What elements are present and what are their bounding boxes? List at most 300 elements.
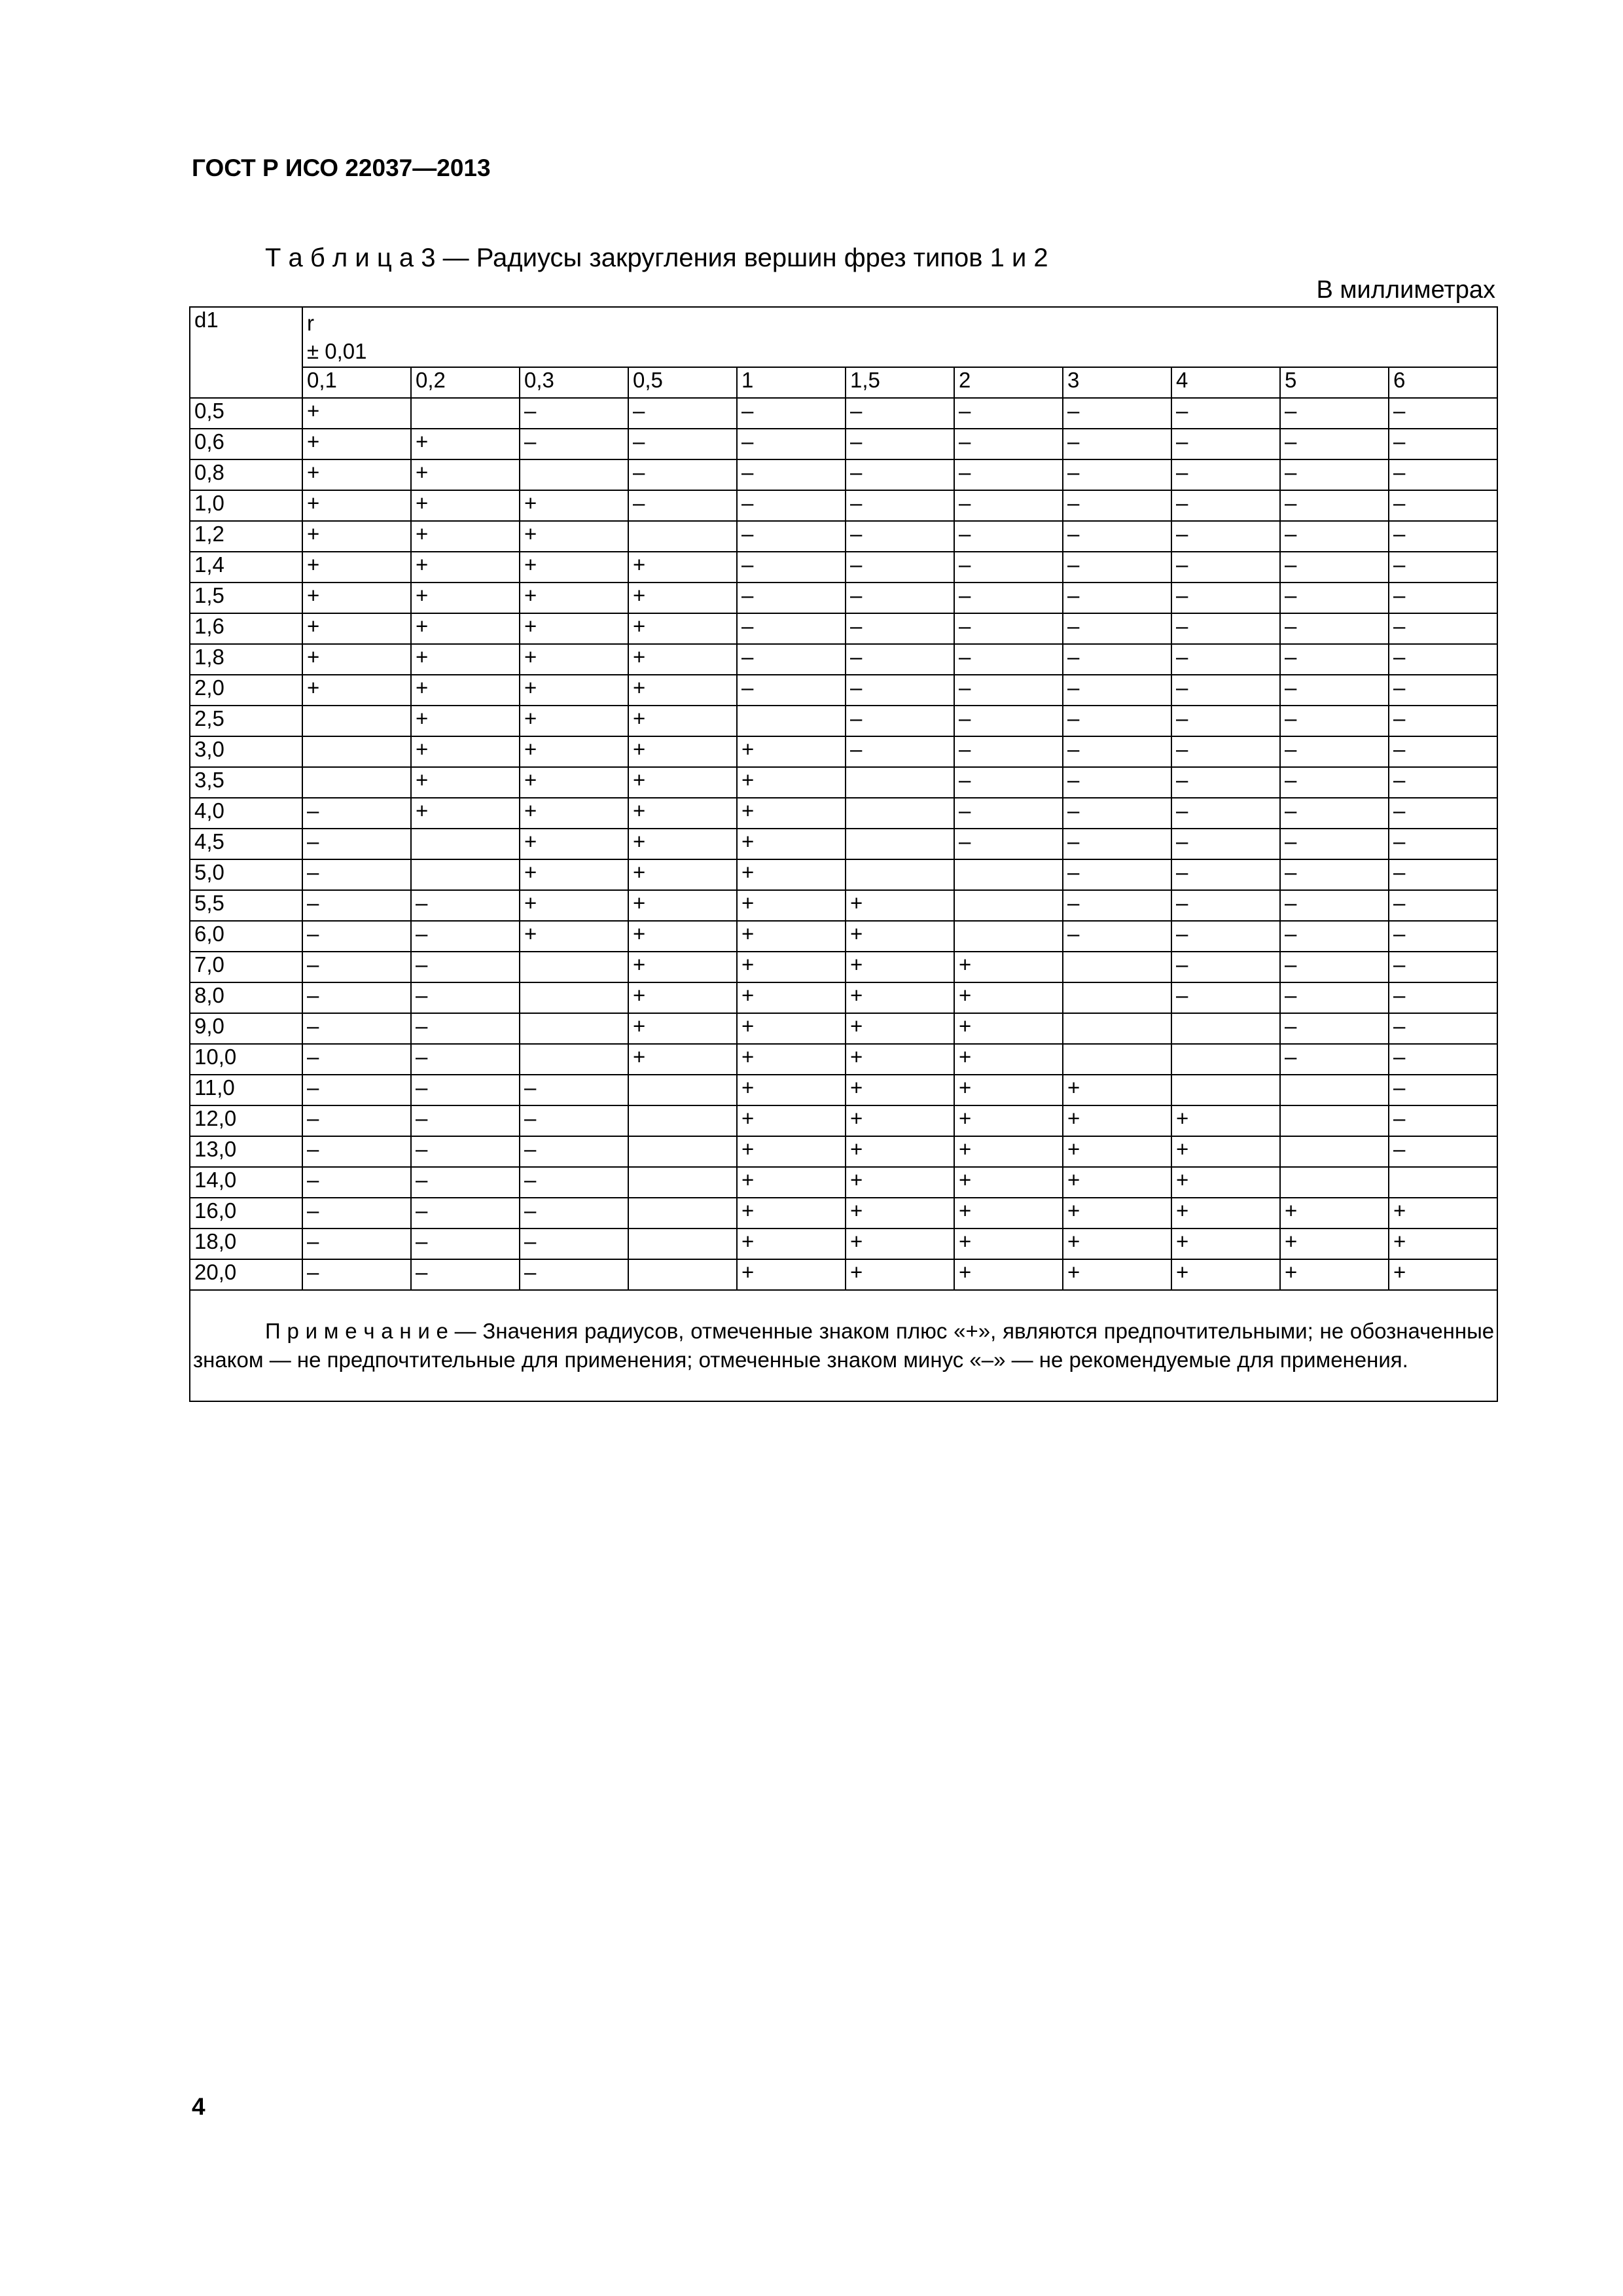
table-cell: – [1389,521,1497,552]
column-header: 0,2 [411,367,520,398]
row-d1-value: 1,2 [190,521,302,552]
table-cell: + [411,675,520,706]
row-d1-value: 1,5 [190,583,302,613]
row-d1-value: 14,0 [190,1167,302,1198]
table-cell [1171,1075,1280,1105]
table-cell: – [954,521,1063,552]
table-cell [954,859,1063,890]
table-cell: – [411,921,520,952]
row-d1-value: 0,6 [190,429,302,459]
table-cell [846,829,954,859]
table-row [190,952,1497,982]
table-cell: – [1171,798,1280,829]
document-header: ГОСТ Р ИСО 22037—2013 [192,154,491,181]
table-cell: – [1280,459,1389,490]
table-cell: – [302,1013,411,1044]
table-cell: – [1063,521,1171,552]
table-cell: – [411,1105,520,1136]
table-caption: Т а б л и ц а 3 — Радиусы закругления вершин фрез типов 1 и 2 [265,243,1048,272]
table-cell: + [1063,1229,1171,1259]
table-cell: + [737,1259,846,1290]
table-cell: + [737,890,846,921]
table-cell: – [1063,706,1171,736]
table-cell: – [1389,982,1497,1013]
table-cell: – [1063,644,1171,675]
table-cell: – [846,398,954,429]
row-d1-value: 0,5 [190,398,302,429]
table-cell: + [846,1136,954,1167]
table-cell: – [1063,398,1171,429]
table-row [190,706,1497,736]
table-cell: – [1063,921,1171,952]
table-cell: + [737,1075,846,1105]
table-cell: – [520,1136,628,1167]
table-cell [1063,982,1171,1013]
table-cell: + [411,429,520,459]
table-cell: – [954,798,1063,829]
table-cell: – [1171,583,1280,613]
table-cell: – [302,1075,411,1105]
table-cell [520,982,628,1013]
table-cell [846,798,954,829]
table-cell: – [737,552,846,583]
table-cell: – [1171,921,1280,952]
table-cell: – [1280,982,1389,1013]
table-cell: – [1063,429,1171,459]
table-cell: – [1389,952,1497,982]
table-cell: – [954,736,1063,767]
table-cell: – [1389,1075,1497,1105]
table-cell [411,859,520,890]
table-cell: – [302,1198,411,1229]
table-cell: – [1171,675,1280,706]
table-cell: – [737,675,846,706]
table-cell: + [411,736,520,767]
table-cell: – [411,890,520,921]
table-cell: – [1171,829,1280,859]
row-d1-value: 1,6 [190,613,302,644]
table-row [190,1044,1497,1075]
column-header: 0,1 [302,367,411,398]
table-cell: + [628,583,737,613]
table-cell: – [954,398,1063,429]
table-cell [954,890,1063,921]
table-cell: – [302,982,411,1013]
table-cell: – [1171,429,1280,459]
table-cell: + [1389,1259,1497,1290]
table-cell: – [1389,613,1497,644]
table-cell: – [846,583,954,613]
table-cell: + [846,1044,954,1075]
table-cell: + [520,706,628,736]
table-cell: – [1171,859,1280,890]
table-cell: – [737,583,846,613]
table-cell: + [520,829,628,859]
table-cell: – [520,1229,628,1259]
table-cell: – [846,706,954,736]
table-cell: – [737,398,846,429]
table-cell: + [520,675,628,706]
table-cell: + [628,675,737,706]
units-label: В миллиметрах [1316,276,1495,304]
table-cell: – [737,613,846,644]
table-cell: – [1171,952,1280,982]
table-cell: + [954,1013,1063,1044]
table-cell: – [1389,767,1497,798]
table-cell: – [1280,552,1389,583]
table-cell: – [520,429,628,459]
table-cell: – [846,552,954,583]
table-cell [302,736,411,767]
table-cell: + [628,644,737,675]
table-cell: + [846,952,954,982]
header-r [302,307,1497,367]
table-cell: – [1063,829,1171,859]
table-cell [520,1044,628,1075]
table-cell: – [1171,552,1280,583]
table-cell: – [628,490,737,521]
table-cell: + [302,613,411,644]
note-prefix: П р и м е ч а н и е [265,1319,448,1343]
table-cell: – [1171,767,1280,798]
table-cell: – [1280,1044,1389,1075]
table-row [190,890,1497,921]
table-cell [1389,1167,1497,1198]
table-row [190,429,1497,459]
table-cell: – [737,459,846,490]
table-cell: + [737,1136,846,1167]
column-header: 1 [737,367,846,398]
row-d1-value: 5,5 [190,890,302,921]
table-cell: + [954,1259,1063,1290]
row-d1-value: 3,5 [190,767,302,798]
table-cell: – [737,490,846,521]
table-cell: + [954,982,1063,1013]
table-cell: – [1063,675,1171,706]
table-cell: – [1171,736,1280,767]
table-row [190,767,1497,798]
table-row [190,398,1497,429]
column-header-row [190,367,1497,398]
table-cell: – [1280,736,1389,767]
table-cell: + [520,644,628,675]
table-cell [520,459,628,490]
column-header: 5 [1280,367,1389,398]
table-cell: – [1280,890,1389,921]
table-cell: + [520,490,628,521]
table-cell: – [954,490,1063,521]
column-header: 6 [1389,367,1497,398]
table-cell: – [520,1075,628,1105]
table-cell [846,767,954,798]
column-header: 2 [954,367,1063,398]
table-cell: – [954,459,1063,490]
table-cell: – [520,1105,628,1136]
table-cell: + [520,583,628,613]
table-cell: – [302,1105,411,1136]
table-cell: – [1280,429,1389,459]
table-cell: – [1389,1044,1497,1075]
table-cell: + [1171,1229,1280,1259]
table-cell: + [1171,1136,1280,1167]
table-cell [628,1229,737,1259]
table-cell: – [1389,490,1497,521]
table-cell [628,1167,737,1198]
page-number: 4 [192,2093,205,2120]
table-cell: – [1063,552,1171,583]
table-row [190,798,1497,829]
row-d1-value: 1,0 [190,490,302,521]
table-cell: + [737,1198,846,1229]
table-cell: + [737,982,846,1013]
table-cell: – [1063,890,1171,921]
column-header: 3 [1063,367,1171,398]
table-cell: – [1063,490,1171,521]
table-cell: – [628,459,737,490]
table-row [190,1198,1497,1229]
row-d1-value: 2,5 [190,706,302,736]
table-cell: + [302,459,411,490]
row-d1-value: 4,0 [190,798,302,829]
table-cell: + [737,767,846,798]
note-text: — Значения радиусов, отмеченные знаком плюс «+», являются предпочтительными; не обозначенные знаком — не предпочтительные для применения; отмеченные знаком минус «–» — не рекомендуемые для применения. [193,1319,1495,1372]
row-d1-value: 20,0 [190,1259,302,1290]
table-cell: – [1280,398,1389,429]
table-cell: – [411,952,520,982]
table-cell: – [1280,859,1389,890]
table-cell: + [1171,1198,1280,1229]
table-cell: – [954,429,1063,459]
table-cell: – [846,490,954,521]
table-cell: + [411,706,520,736]
table-cell: – [302,1167,411,1198]
row-d1-value: 7,0 [190,952,302,982]
table-cell: – [1171,706,1280,736]
table-cell: – [1171,644,1280,675]
row-d1-value: 6,0 [190,921,302,952]
row-d1-value: 3,0 [190,736,302,767]
row-d1-value: 18,0 [190,1229,302,1259]
table-cell: + [520,613,628,644]
table-cell: – [1280,829,1389,859]
header-r-label: r [307,311,314,335]
table-cell: + [520,552,628,583]
table-cell: + [846,890,954,921]
table-cell: – [1171,398,1280,429]
table-cell [1280,1136,1389,1167]
table-cell: + [954,1105,1063,1136]
note-row [190,1290,1497,1401]
table-cell: – [302,1229,411,1259]
table-cell [1171,1044,1280,1075]
table-row [190,921,1497,952]
table-cell: + [846,1259,954,1290]
table-row [190,736,1497,767]
table-cell: – [1389,552,1497,583]
table-cell: – [411,1198,520,1229]
table-cell: + [302,521,411,552]
table-cell: – [846,644,954,675]
row-d1-value: 13,0 [190,1136,302,1167]
table-cell: – [1063,798,1171,829]
table-cell [411,398,520,429]
table-cell: – [302,829,411,859]
table-cell: – [1063,767,1171,798]
table-cell: – [846,736,954,767]
table-cell: + [1389,1229,1497,1259]
table-cell: – [411,982,520,1013]
table-cell: – [1280,613,1389,644]
table-cell: + [520,736,628,767]
table-cell: – [520,1167,628,1198]
table-cell: – [954,767,1063,798]
table-cell: + [846,1013,954,1044]
table-cell: – [411,1075,520,1105]
table-cell: – [1171,459,1280,490]
table-cell: – [954,675,1063,706]
table-cell: – [1389,921,1497,952]
row-d1-value: 5,0 [190,859,302,890]
radius-table [189,306,1498,1402]
table-cell: – [1063,613,1171,644]
table-row [190,1075,1497,1105]
table-cell: – [846,459,954,490]
table-cell [1063,952,1171,982]
table-cell: – [302,952,411,982]
table-cell [520,1013,628,1044]
table-cell [628,1259,737,1290]
header-d1: d1 [190,307,302,398]
table-cell: – [1280,798,1389,829]
table-cell: + [954,1198,1063,1229]
table-cell: + [302,490,411,521]
table-cell: + [302,398,411,429]
table-cell: – [1389,459,1497,490]
table-cell: – [302,1259,411,1290]
table-row [190,1167,1497,1198]
table-cell: + [846,921,954,952]
row-d1-value: 1,4 [190,552,302,583]
table-cell [628,1075,737,1105]
table-cell [302,706,411,736]
table-cell: + [302,583,411,613]
table-cell: + [737,1229,846,1259]
table-cell: + [628,982,737,1013]
table-cell: – [1280,644,1389,675]
table-cell: – [411,1259,520,1290]
table-cell: – [1389,706,1497,736]
table-cell: + [1280,1259,1389,1290]
table-cell: + [1171,1167,1280,1198]
table-cell: – [520,1198,628,1229]
table-cell: + [954,1075,1063,1105]
table-cell [628,1105,737,1136]
table-cell: – [411,1229,520,1259]
table-cell: + [628,952,737,982]
table-cell: – [1063,859,1171,890]
table-cell [1280,1075,1389,1105]
table-cell: – [302,1044,411,1075]
table-cell: + [628,1013,737,1044]
table-cell: + [1171,1105,1280,1136]
table-cell: – [1063,459,1171,490]
table-row [190,583,1497,613]
table-cell: + [846,982,954,1013]
table-row [190,829,1497,859]
table-cell: + [628,552,737,583]
row-d1-value: 4,5 [190,829,302,859]
table-cell: – [628,398,737,429]
table-header-row [190,307,1497,367]
table-cell: + [302,644,411,675]
table-cell: – [737,521,846,552]
table-cell: + [628,859,737,890]
table-cell: + [628,829,737,859]
table-cell: – [1063,583,1171,613]
table-cell: + [846,1198,954,1229]
table-cell: + [1063,1105,1171,1136]
table-cell: – [1389,829,1497,859]
table-cell: + [411,552,520,583]
table-cell: + [954,952,1063,982]
table-cell: – [1171,490,1280,521]
table-row [190,1259,1497,1290]
table-cell: + [411,767,520,798]
radius-table-body [190,307,1497,1290]
table-cell: – [302,859,411,890]
table-cell: + [1063,1136,1171,1167]
table-cell: – [520,1259,628,1290]
table-row [190,490,1497,521]
table-cell [302,767,411,798]
table-cell: + [737,1167,846,1198]
column-header: 0,5 [628,367,737,398]
table-cell: – [1280,675,1389,706]
row-d1-value: 12,0 [190,1105,302,1136]
table-cell: + [1063,1167,1171,1198]
table-cell: – [1171,890,1280,921]
table-cell: + [1063,1259,1171,1290]
table-cell: – [954,706,1063,736]
table-cell: – [1280,767,1389,798]
table-row [190,521,1497,552]
table-cell: – [1389,1136,1497,1167]
column-header: 0,3 [520,367,628,398]
table-cell: – [846,613,954,644]
table-cell: + [954,1167,1063,1198]
row-d1-value: 0,8 [190,459,302,490]
table-cell: + [628,613,737,644]
table-cell: – [1389,583,1497,613]
table-cell: – [1389,675,1497,706]
table-cell: + [520,859,628,890]
table-cell: – [737,644,846,675]
table-cell: – [1389,736,1497,767]
table-cell: + [737,1013,846,1044]
row-d1-value: 9,0 [190,1013,302,1044]
table-cell: + [628,767,737,798]
table-cell: – [737,429,846,459]
table-cell: + [1389,1198,1497,1229]
table-cell: + [302,429,411,459]
table-cell: – [1280,521,1389,552]
table-cell: – [411,1044,520,1075]
table-cell: + [520,921,628,952]
table-cell: – [846,429,954,459]
table-cell: + [737,829,846,859]
table-cell: – [628,429,737,459]
table-cell: + [411,613,520,644]
